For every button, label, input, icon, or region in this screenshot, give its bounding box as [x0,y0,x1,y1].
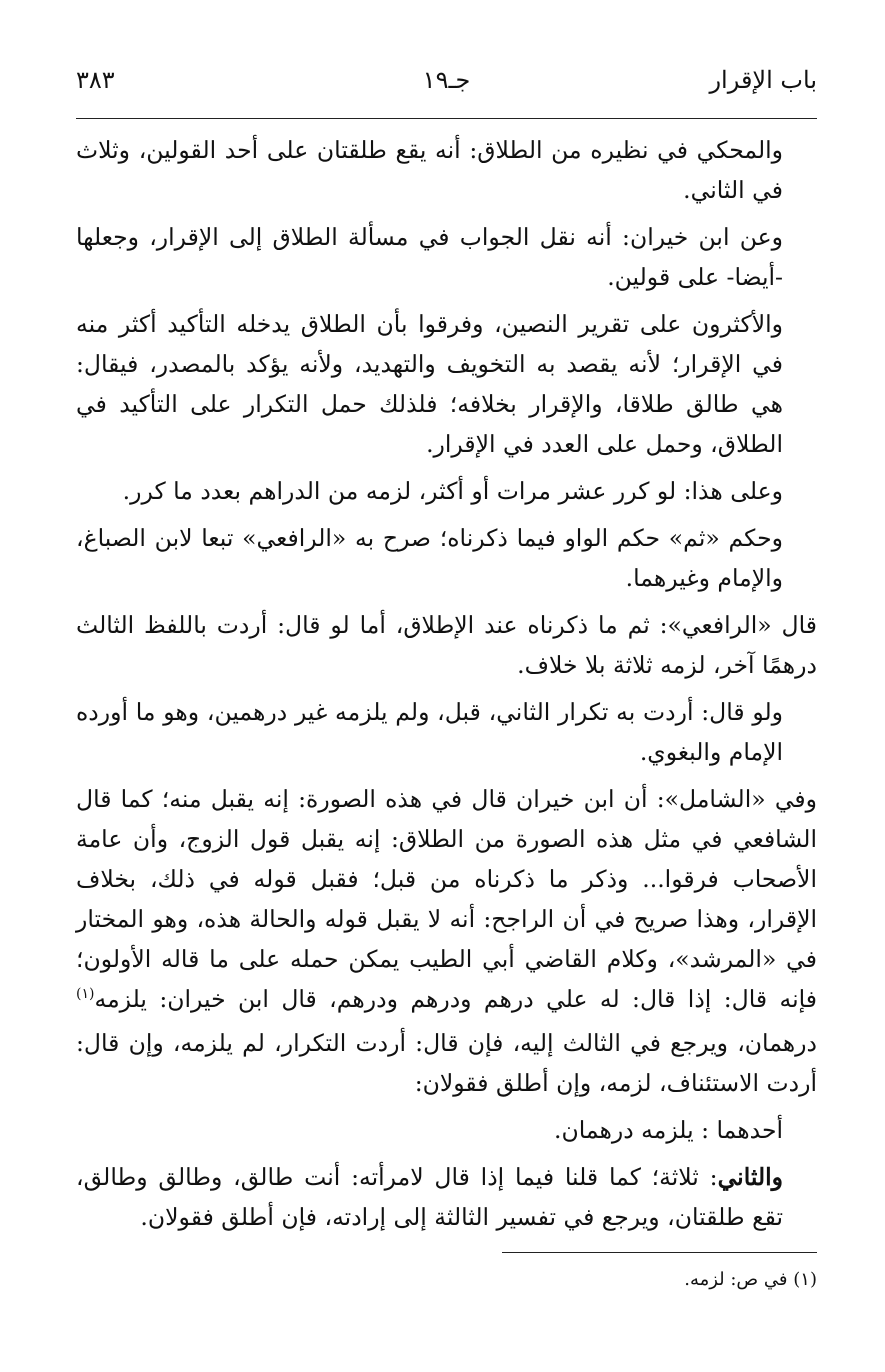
paragraph: والمحكي في نظيره من الطلاق: أنه يقع طلقتان على أحد القولين، وثلاث في الثاني. [76,136,783,204]
second-opinion [76,1157,817,1237]
volume-number: جـ١٩ [422,66,471,94]
second-opinion-text: : ثلاثة؛ كما قلنا فيما إذا قال لامرأته: أنت طالق، وطالق وطالق، تقع طلقتان، ويرجع في تفسير الثالثة إلى إرادته، فإن أطلق فقولان. [76,1163,783,1231]
running-header [76,66,817,108]
page-number: ٣٨٣ [76,66,115,94]
footnote-marker: (١) [793,1269,817,1290]
paragraph-with-footnote [76,779,817,1103]
main-text [76,130,817,1244]
paragraph: قال «الرافعي»: ثم ما ذكرناه عند الإطلاق، أما لو قال: أردت باللفظ الثالث درهمًا آخر، لزمه ثلاثة بلا خلاف. [76,611,817,679]
paragraph-text-continued: درهمان، ويرجع في الثالث إليه، فإن قال: أردت التكرار، لم يلزمه، وإن قال: أردت الاستئناف، لزمه، وإن أطلق فقولان: [76,1029,817,1097]
chapter-title: باب الإقرار [709,66,817,94]
paragraph: والأكثرون على تقرير النصين، وفرقوا بأن الطلاق يدخله التأكيد أكثر منه في الإقرار؛ لأنه يقصد به التخويف والتهديد، ولأنه يؤكد بالمصدر، فيقال: هي طالق طلاقا، والإقرار بخلافه؛ فلذلك حمل التكرار على التأكيد في الطلاق، وحمل على العدد في الإقرار. [76,310,783,458]
footnote-reference: (١) [76,986,95,1002]
paragraph: وعن ابن خيران: أنه نقل الجواب في مسألة الطلاق إلى الإقرار، وجعلها -أيضا- على قولين. [76,223,783,291]
footnote-text: في ص: لزمه. [684,1269,788,1290]
paragraph: وعلى هذا: لو كرر عشر مرات أو أكثر، لزمه من الدراهم بعدد ما كرر. [122,477,783,505]
first-opinion: أحدهما : يلزمه درهمان. [553,1116,783,1144]
footnote-divider [502,1252,817,1253]
header-divider [76,118,817,119]
paragraph: وحكم «ثم» حكم الواو فيما ذكرناه؛ صرح به «الرافعي» تبعا لابن الصباغ، والإمام وغيرهما. [76,524,783,592]
footnote [76,1266,817,1294]
paragraph-text: وفي «الشامل»: أن ابن خيران قال في هذه الصورة: إنه يقبل منه؛ كما قال الشافعي في مثل هذه الصورة من الطلاق: إنه يقبل قول الزوج، وأن عامة الأصحاب فرقوا... وذكر ما ذكرناه من قبل؛ فقبل قوله في ذلك، بخلاف الإقرار، وهذا صريح في أن الراجح: أنه لا يقبل قوله والحالة هذه، وهو المختار في «المرشد»، وكلام القاضي أبي الطيب يمكن حمله على ما قاله الأولون؛ فإنه قال: إذا قال: له علي درهم ودرهم ودرهم، قال ابن خيران: يلزمه [76,785,817,1013]
second-opinion-label: والثاني [717,1163,783,1191]
paragraph: ولو قال: أردت به تكرار الثاني، قبل، ولم يلزمه غير درهمين، وهو ما أورده الإمام والبغوي. [76,698,783,766]
